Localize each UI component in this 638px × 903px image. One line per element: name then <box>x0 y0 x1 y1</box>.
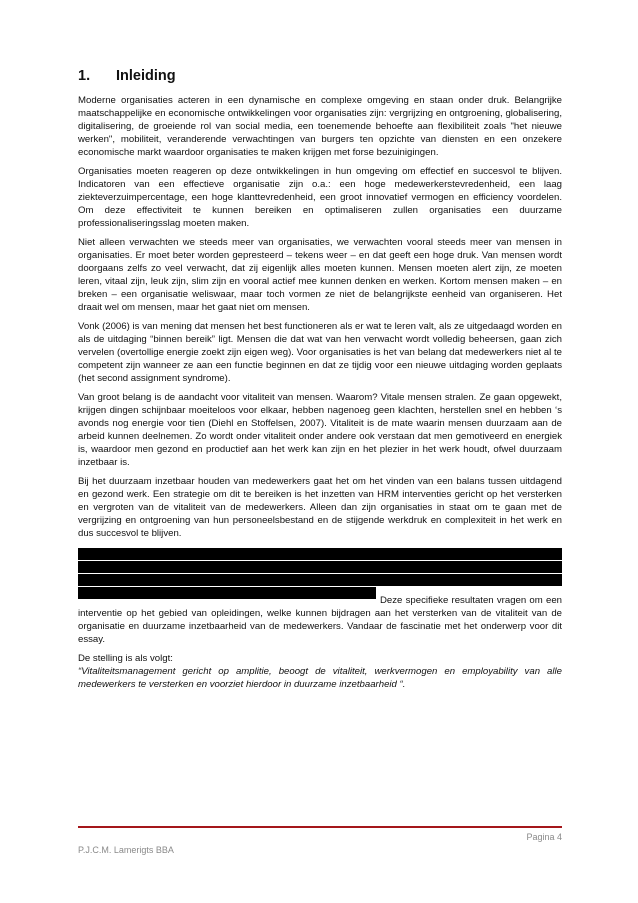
paragraph-6: Bij het duurzaam inzetbaar houden van medewerkers gaat het om het vinden van een balans tussen uitdagend en gezond werk. Een strategie om dit te bereiken is het inzetten van HRM interventies gericht op het versterken en vergroten van de vitaliteit van de medewerkers. Alleen dan zijn organisaties in staat om te gaan met de vergrijzing en ontgroening van hun personeelsbestand en de stijgende werkdruk en complexiteit in het werk en dus succesvol te blijven. <box>78 475 562 539</box>
paragraph-3: Niet alleen verwachten we steeds meer van organisaties, we verwachten vooral steeds meer van mensen in organisaties. Er moet beter worden gepresteerd – tekens weer – en dat geeft een hoge druk. Van mensen wordt doorgaans zelfs zo veel verwacht, dat zij eigenlijk alles moeten kunnen. Mensen moeten alert zijn, ze moeten leren, vitaal zijn, leuk zijn, slim zijn en vooral actief mee kunnen denken en werken. Kortom mensen maken – en breken – een organisatie weliswaar, maar toch vormen ze niet de belangrijkste eenheid van organiseren. Het draait wel om mensen, maar het gaat niet om mensen. <box>78 237 562 313</box>
section-number: 1. <box>78 68 91 84</box>
footer-rule <box>78 826 562 828</box>
section-heading <box>78 68 176 84</box>
page-number: Pagina 4 <box>526 832 562 842</box>
paragraph-1: Moderne organisaties acteren in een dynamische en complexe omgeving en staan onder druk. Belangrijke maatschappelijke en economische ontwikkelingen voor organisaties zijn: vergrijzing en ontgroening, globalisering, digitalisering, de groeiende rol van social media, een toenemende behoefte aan flexibiliteit zoals "het nieuwe werken", mobiliteit, veranderende verwachtingen van burgers ten opzichte van diensten en een onzekere economische markt waardoor organisaties te maken krijgen met forse bezuinigingen. <box>78 95 562 158</box>
statement-intro: De stelling is als volgt: <box>78 653 173 665</box>
redaction-bar <box>78 587 376 599</box>
redaction-bar <box>78 574 562 586</box>
body-text <box>78 95 562 692</box>
tail-text: Deze specifieke resultaten vragen om een interventie op het gebied van opleidingen, welke kunnen bijdragen aan het versterken van de vitaliteit van de organisatie en duurzame inzetbaarheid van de medewerkers. Vandaar de fascinatie met het onderwerp voor dit essay. <box>78 595 562 645</box>
paragraph-4: Vonk (2006) is van mening dat mensen het best functioneren als er wat te leren valt, als ze uitgedaagd worden en als de uitdaging “binnen bereik” ligt. Mensen die dat wat van hen verwacht wordt volledig beheersen, gaan zich vervelen (overtollige energie zoekt zijn eigen weg). Voor organisaties is het van belang dat medewerkers niet al te competent zijn wanneer ze aan een functie beginnen en dat ze tijdig voor een nieuwe uitdaging worden geplaats (het second assignment syndrome). <box>78 321 562 384</box>
redacted-paragraph <box>78 547 562 609</box>
redaction-bar <box>78 561 562 573</box>
section-title: Inleiding <box>116 68 176 84</box>
paragraph-2: Organisaties moeten reageren op deze ontwikkelingen in hun omgeving om effectief en succesvol te blijven. Indicatoren van een effectieve organisatie zijn o.a.: een hoge medewerkerstevredenheid, een laag ziekteverzuimpercentage, een hoge klanttevredenheid, een groot innovatief vermogen en efficiency voordelen. Om deze effectiviteit te kunnen bereiken en optimaliseren zullen organisaties een duurzame professionaliseringsslag moeten maken. <box>78 166 562 229</box>
thesis-statement: “Vitaliteitsmanagement gericht op amplitie, beoogt de vitaliteit, werkvermogen en employability van alle medewerkers te versterken en voorziet hierdoor in duurzame inzetbaarheid “. <box>78 666 562 690</box>
redaction-bar <box>78 548 562 560</box>
footer-author: P.J.C.M. Lamerigts BBA <box>78 845 174 855</box>
paragraph-5: Van groot belang is de aandacht voor vitaliteit van mensen. Waarom? Vitale mensen stralen. Ze gaan opgewekt, krijgen dingen schijnbaar moeiteloos voor elkaar, hebben nagenoeg geen klachten, herstellen snel en hebben ‘s avonds nog energie voor tien (Diehl en Stoffelsen, 2007). Vitaliteit is de mate waarin mensen duurzaam aan de arbeid kunnen deelnemen. Zo wordt onder vitaliteit onder andere ook verstaan dat men gemotiveerd en energiek is, waardoor men gezond en productief aan het werk kan zijn en het plezier in het werk houdt, ofwel duurzaam inzetbaar is. <box>78 392 562 468</box>
